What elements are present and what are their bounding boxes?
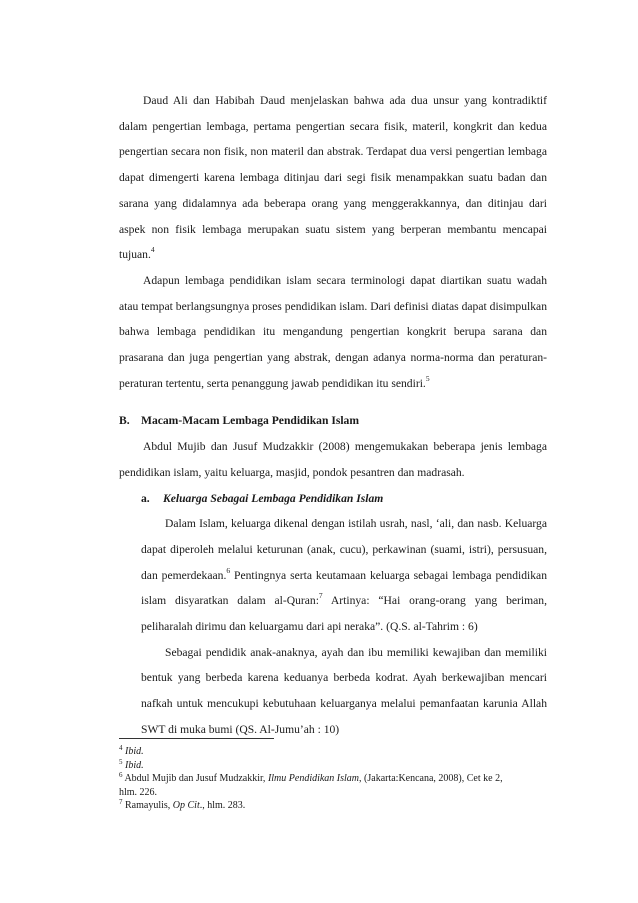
paragraph-2 (119, 268, 547, 397)
footnote-ref-6: 6 (226, 565, 231, 575)
section-heading-b (119, 408, 547, 434)
subsection-title: Keluarga Sebagai Lembaga Pendidikan Islam (163, 491, 384, 505)
paragraph-3 (119, 434, 547, 485)
section-title: Macam-Macam Lembaga Pendidikan Islam (141, 414, 360, 428)
paragraph-3-text: Abdul Mujib dan Jusuf Mudzakkir (2008) mengemukakan beberapa jenis lembaga pendidikan islam, yaitu keluarga, masjid, pondok pesantren dan madrasah. (119, 440, 547, 479)
footnote-publication: , (Jakarta:Kencana, 2008), Cet ke 2, (359, 773, 503, 784)
paragraph-5 (119, 640, 547, 743)
footnote-ref-5: 5 (425, 373, 430, 383)
footnote-number: 4 (119, 744, 123, 752)
footnote-number: 6 (119, 771, 123, 779)
footnote-page: hlm. 226. (119, 786, 158, 798)
paragraph-5-text: Sebagai pendidik anak-anaknya, ayah dan ibu memiliki kewajiban dan memiliki bentuk yang berbeda karena keduanya berbeda kodrat. Ayah berkewajiban mencari nafkah untuk mencukupi kebutuhaan keluarganya melalui pemanfaatan karunia Allah SWT di muka bumi (QS. Al-Jumu’ah : 10) (141, 645, 547, 736)
paragraph-4-end: Artinya: “Hai orang-orang yang beriman, peliharalah dirimu dan keluargamu dari api neraka”. (Q.S. al-Tahrim : 6) (141, 594, 547, 634)
subsection-heading-a (119, 486, 547, 512)
paragraph-1 (119, 88, 547, 268)
footnote-text: Ibid. (125, 759, 144, 771)
footnote-divider (119, 738, 274, 739)
document-body (119, 88, 547, 743)
footnote-book-title: Ilmu Pendidikan Islam (267, 773, 360, 784)
footnote-number: 5 (119, 757, 123, 766)
footnote-7 (119, 799, 547, 813)
paragraph-1-text: Daud Ali dan Habibah Daud menjelaskan bahwa ada dua unsur yang kontradiktif dalam pengertian lembaga, pertama pengertian secara fisik, materil, kongkrit dan kedua pengertian secara non fisik, non materil dan abstrak. Terdapat dua versi pengertian lembaga dapat dimengerti karena lembaga ditinjau dari segi fisik menampakkan suatu badan dan sarana yang didalamnya ada beberapa orang yang menggerakkannya, dan ditinjau dari aspek non fisik lembaga merupakan suatu sistem yang berperan membantu mencapai tujuan. (119, 94, 547, 262)
footnote-author: Ramayulis, (125, 800, 173, 811)
footnote-author: Abdul Mujib dan Jusuf Mudzakkir, (124, 773, 268, 784)
footnote-book-title: Op Cit (172, 800, 200, 811)
footnote-number: 7 (119, 798, 123, 806)
footnote-page: ., hlm. 283. (199, 800, 246, 811)
footnote-5 (119, 759, 547, 773)
footnote-ref-7: 7 (318, 591, 323, 601)
section-letter: B. (119, 414, 130, 428)
paragraph-2-text: Adapun lembaga pendidikan islam secara terminologi dapat diartikan suatu wadah atau tempat berlangsungnya proses pendidikan islam. Dari definisi diatas dapat disimpulkan bahwa lembaga pendidikan itu mengandung pengertian kongkrit berupa sarana dan prasarana dan juga pengertian yang abstrak, dengan adanya norma-norma dan peraturan-peraturan tertentu, serta penanggung jawab pendidikan itu sendiri. (119, 273, 547, 390)
footnote-ref-4: 4 (150, 245, 155, 255)
footnote-6 (119, 772, 547, 799)
footnotes (119, 738, 547, 813)
paragraph-4-text: Dalam Islam, keluarga dikenal dengan istilah usrah, nasl, ‘ali, dan nasb. Keluarga dapat diperoleh melalui keturunan (anak, cucu), perkawinan (suami, istri), persusuan, dan pemerdekaan. (141, 517, 547, 582)
paragraph-4 (119, 511, 547, 640)
subsection-letter: a. (141, 491, 150, 505)
footnote-text: Ibid. (125, 746, 144, 757)
footnote-4 (119, 745, 547, 759)
paragraph-4-cont: Pentingnya serta keutamaan keluarga sebagai lembaga pendidikan islam disyaratkan dalam al-Quran: (141, 568, 547, 608)
